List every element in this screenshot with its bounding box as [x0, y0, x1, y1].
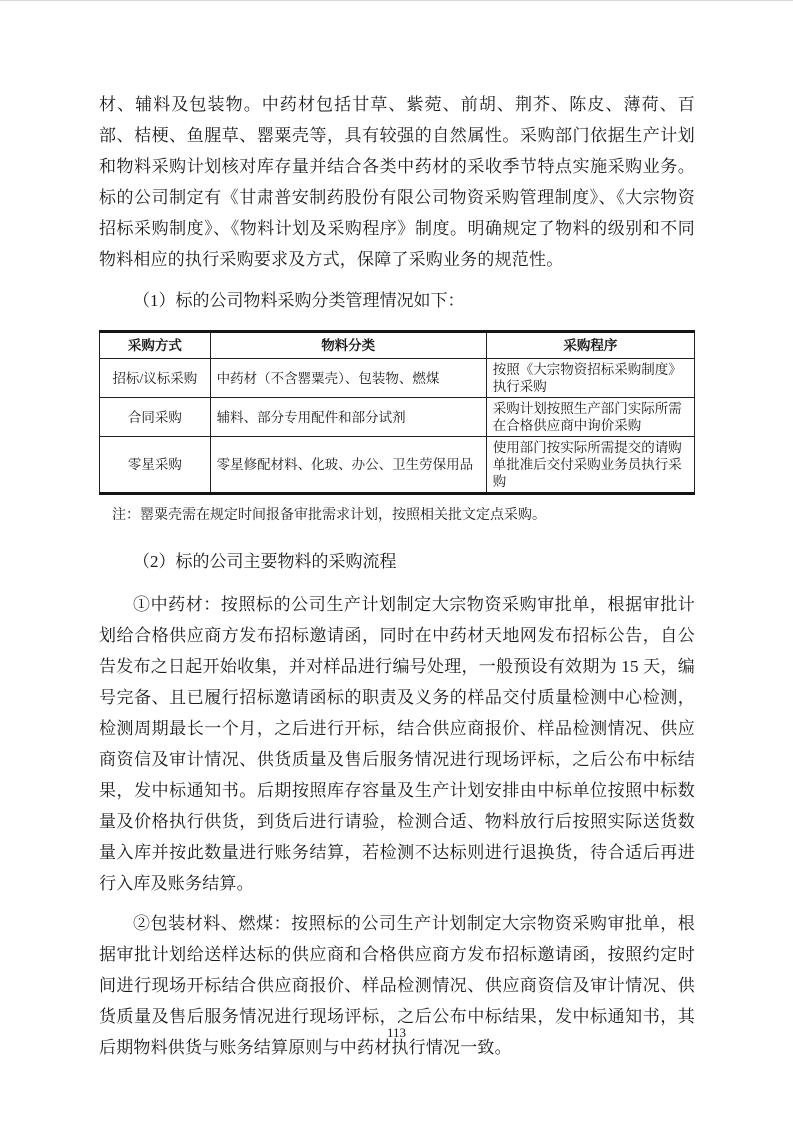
cell-material-class: 辅料、部分专用配件和部分试剂: [210, 398, 486, 437]
col-header-procedure: 采购程序: [486, 332, 694, 359]
cell-method: 零星采购: [100, 437, 211, 494]
cell-material-class: 中药材（不含罂粟壳）、包装物、燃煤: [210, 359, 486, 398]
page-content: [99, 89, 695, 1063]
heading-item-1: （1）标的公司物料采购分类管理情况如下：: [133, 291, 465, 310]
cell-material-class: 零星修配材料、化玻、办公、卫生劳保用品: [210, 437, 486, 494]
paragraph-packaging-fuel-procurement: ②包装材料、燃煤：按照标的公司生产计划制定大宗物资采购审批单，根据审批计划给送样达标的供应商和合格供应商方发布招标邀请函，按照约定时间进行现场开标结合供应商报价、样品检测情况、供应商资信及审计情况、供货质量及售后服务情况进行现场评标，之后公布中标结果，发中标通知书，其后期物料供货与账务结算原则与中药材执行情况一致。: [99, 914, 695, 1057]
page-number: 113: [386, 1025, 407, 1040]
procurement-classification-table: [99, 330, 695, 495]
heading-item-2: （2）标的公司主要物料的采购流程: [133, 552, 397, 571]
cell-procedure: 使用部门按实际所需提交的请购单批准后交付采购业务员执行采购: [486, 437, 694, 494]
table-header-row: [100, 332, 695, 359]
col-header-method: 采购方式: [100, 332, 211, 359]
cell-method: 合同采购: [100, 398, 211, 437]
table-row-sporadic: [100, 437, 695, 494]
col-header-material-class: 物料分类: [210, 332, 486, 359]
paragraph-herbs-procurement: ①中药材：按照标的公司生产计划制定大宗物资采购审批单，根据审批计划给合格供应商方发布招标邀请函，同时在中药材天地网发布招标公告，自公告发布之日起开始收集，并对样品进行编号处理，一般预设有效期为 15 天，编号完备、且已履行招标邀请函标的职责及义务的样品交付质量检测中心检测，检测周期最长一个月，之后进行开标，结合供应商报价、样品检测情况、供应商资信及审计情况、供货质量及售后服务情况进行现场评标，之后公布中标结果，发中标通知书。后期按照库存容量及生产计划安排由中标单位按照中标数量及价格执行供货，到货后进行请验，检测合适、物料放行后按照实际送货数量入库并按此数量进行账务结算，若检测不达标则进行退换货，待合适后再进行入库及账务结算。: [99, 595, 695, 893]
paragraph-continuation: 材、辅料及包装物。中药材包括甘草、紫菀、前胡、荆芥、陈皮、薄荷、百部、桔梗、鱼腥草、罂粟壳等，具有较强的自然属性。采购部门依据生产计划和物料采购计划核对库存量并结合各类中药材的采收季节特点实施采购业务。标的公司制定有《甘肃普安制药股份有限公司物资采购管理制度》、《大宗物资招标采购制度》、《物料计划及采购程序》制度。明确规定了物料的级别和不同物料相应的执行采购要求及方式，保障了采购业务的规范性。: [99, 95, 695, 269]
cell-procedure: 采购计划按照生产部门实际所需在合格供应商中询价采购: [486, 398, 694, 437]
table-row-contract: [100, 398, 695, 437]
cell-procedure: 按照《大宗物资招标采购制度》执行采购: [486, 359, 694, 398]
table-row-bidding: [100, 359, 695, 398]
cell-method: 招标/议标采购: [100, 359, 211, 398]
table-footnote: 注：罂粟壳需在规定时间报备审批需求计划，按照相关批文定点采购。: [112, 508, 546, 523]
